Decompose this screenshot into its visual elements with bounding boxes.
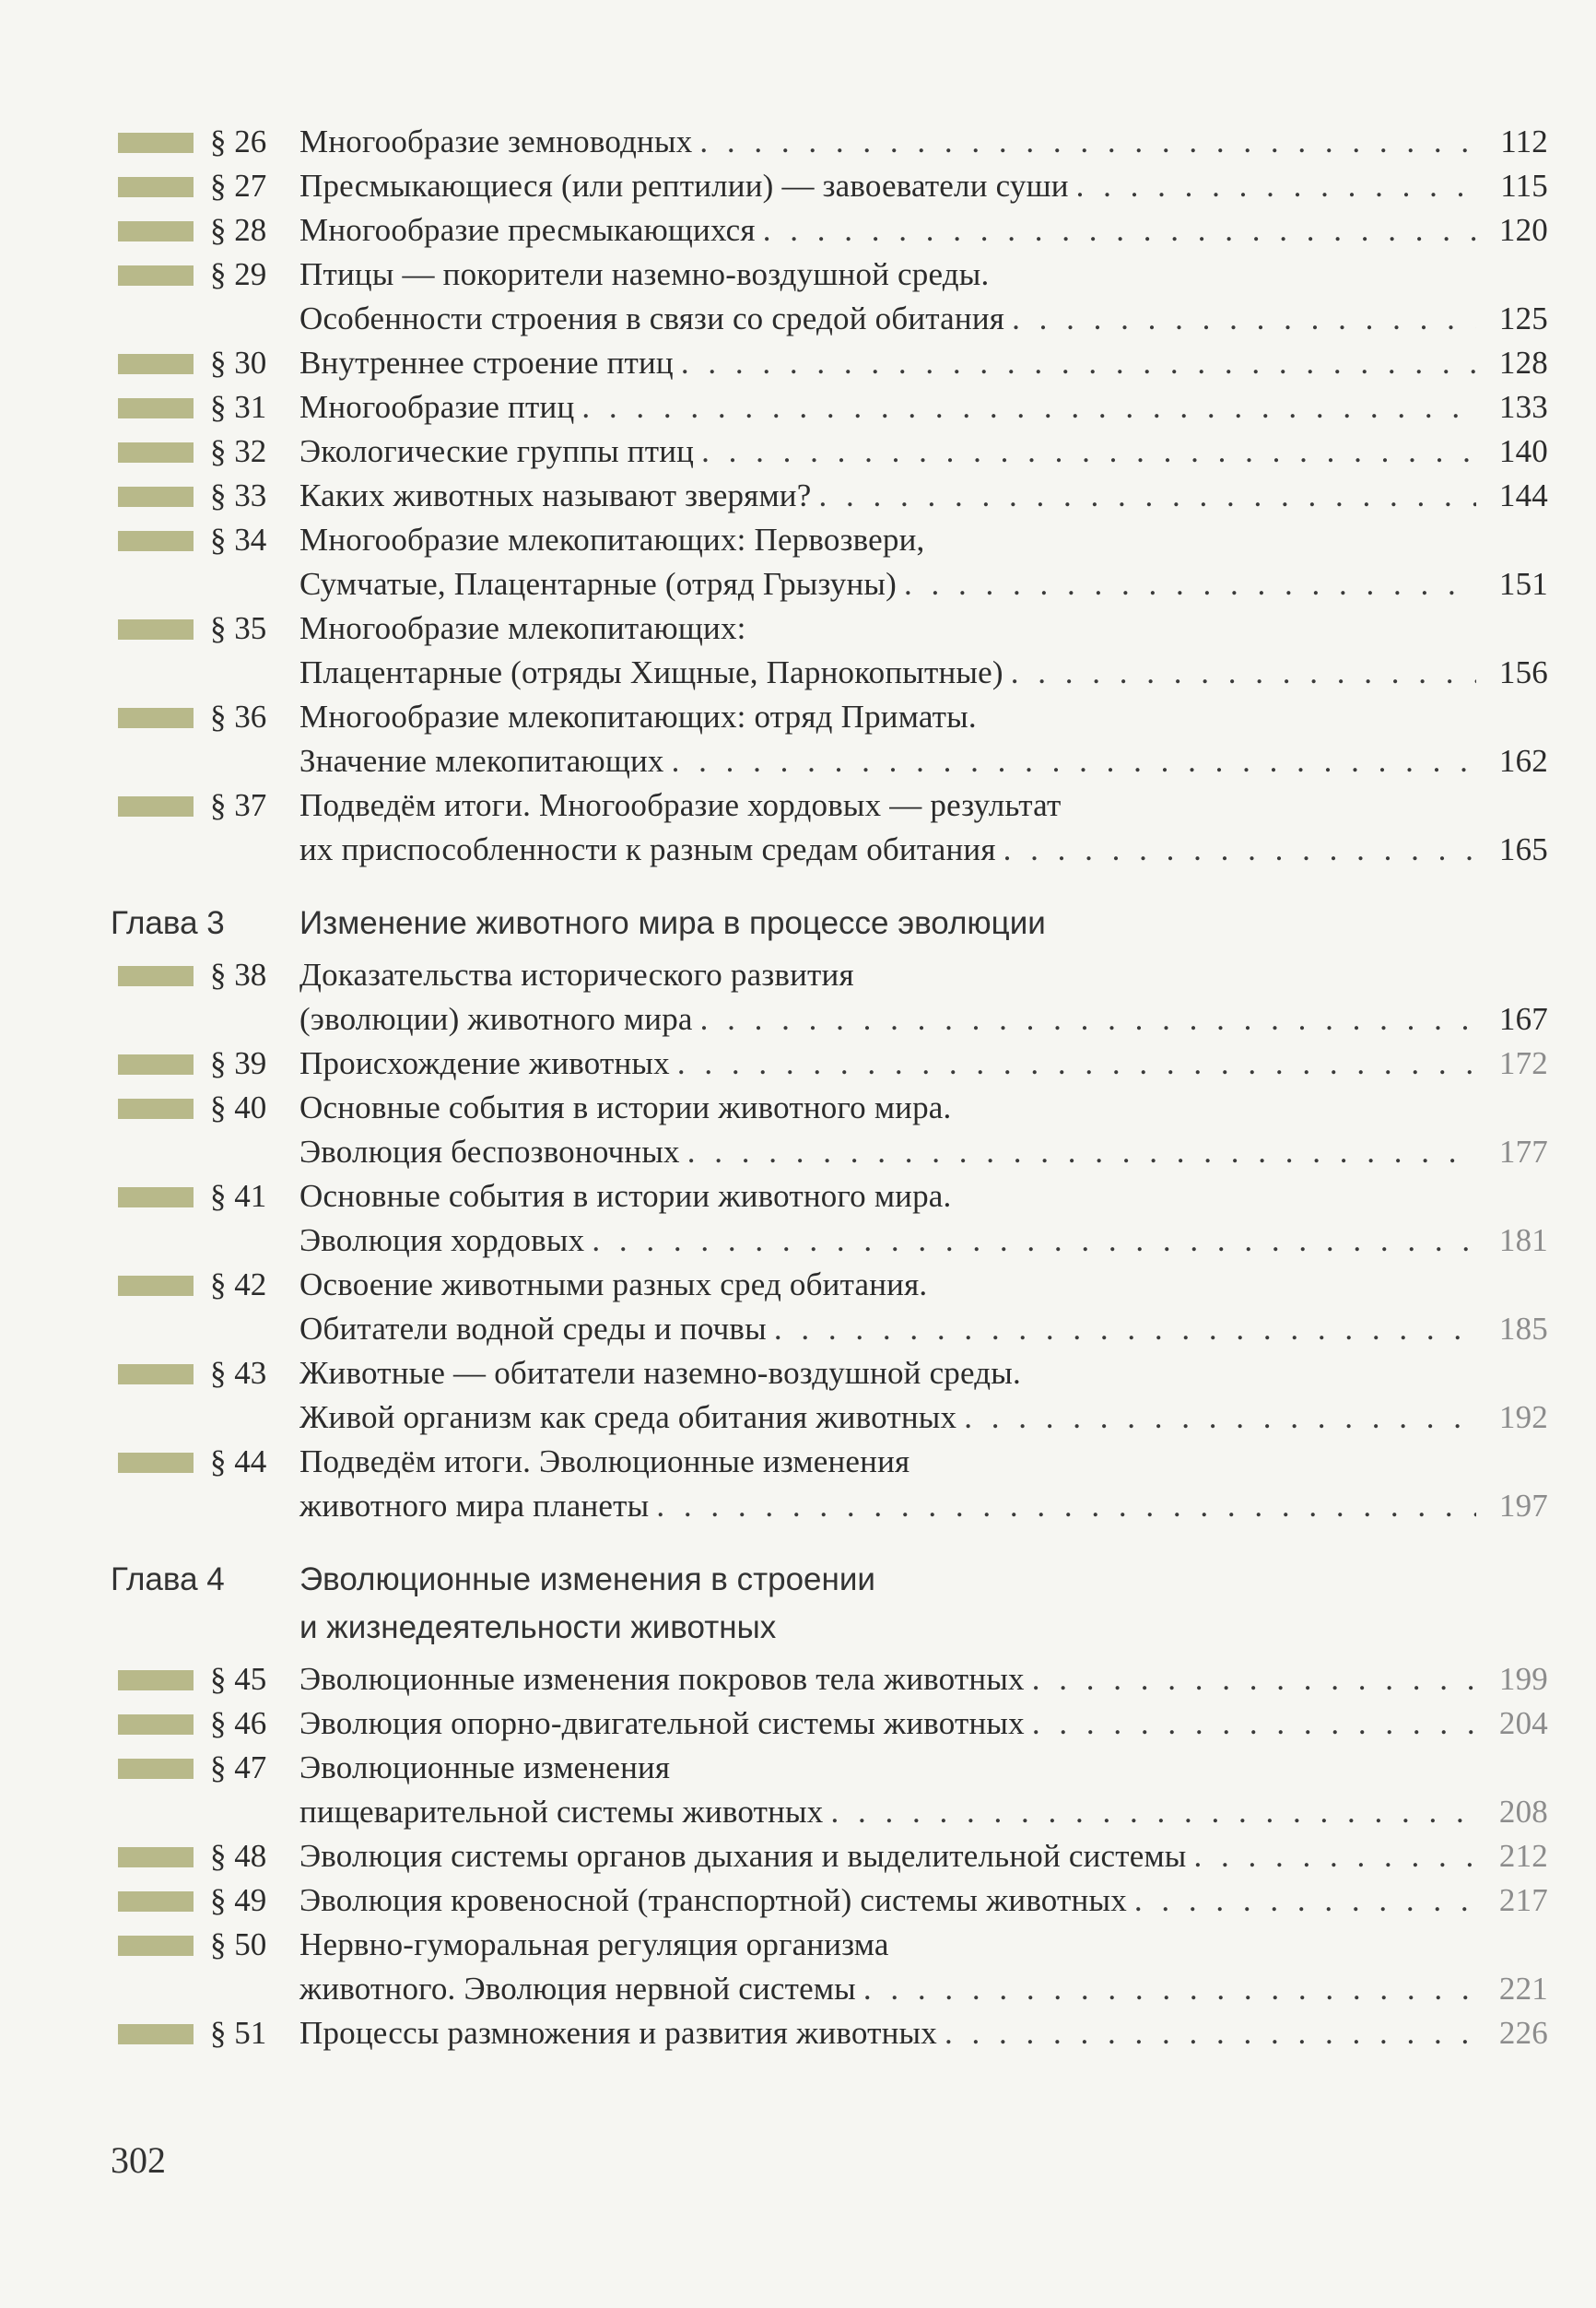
section-marker-bar (118, 265, 194, 286)
section-number: § 36 (210, 699, 267, 735)
page-reference: 208 (1498, 1794, 1548, 1830)
section-title: пищеварительной системы животных (299, 1794, 824, 1830)
section-number: § 42 (210, 1266, 267, 1302)
section-number: § 28 (210, 212, 267, 248)
page-reference: 140 (1498, 433, 1548, 469)
section-number: § 37 (210, 787, 267, 823)
section-number: § 29 (210, 256, 267, 292)
section-number: § 48 (210, 1838, 267, 1874)
dot-leader (699, 120, 1476, 164)
dot-leader (687, 1130, 1476, 1174)
toc-entry (111, 783, 1548, 872)
dot-leader (904, 562, 1476, 606)
section-number: § 26 (210, 124, 267, 159)
toc-entry (111, 341, 1548, 385)
section-marker-bar (118, 221, 194, 241)
section-marker-bar (118, 2024, 194, 2044)
toc-entry (111, 1440, 1548, 1528)
dot-leader (1003, 828, 1476, 872)
page-reference: 115 (1500, 168, 1548, 204)
page-reference: 144 (1498, 477, 1548, 513)
page-reference: 204 (1498, 1705, 1548, 1741)
section-title: Эволюционные изменения покровов тела животных (299, 1661, 1025, 1697)
page-number: 302 (111, 2139, 166, 2181)
dot-leader (656, 1484, 1476, 1528)
section-title: Основные события в истории животного мира. (299, 1089, 952, 1125)
section-title: Птицы — покорители наземно-воздушной среды. (299, 256, 990, 292)
section-number: § 34 (210, 522, 267, 558)
chapter-4-heading (111, 1556, 1548, 1652)
toc-entry (111, 430, 1548, 474)
toc-entry (111, 1923, 1548, 2011)
chapter-3-heading (111, 900, 1548, 948)
section-title: животного. Эволюция нервной системы (299, 1971, 856, 2007)
dot-leader (672, 739, 1476, 783)
section-marker-bar (118, 1936, 194, 1956)
page-reference: 212 (1498, 1838, 1548, 1874)
section-number: § 50 (210, 1926, 267, 1962)
toc-entry (111, 253, 1548, 341)
dot-leader (592, 1219, 1476, 1263)
chapter-4-title-line-1: Эволюционные изменения в строении (299, 1561, 875, 1597)
toc-entry (111, 518, 1548, 606)
toc-entry (111, 1746, 1548, 1834)
page-reference: 133 (1498, 389, 1548, 425)
section-title: Экологические группы птиц (299, 433, 695, 469)
toc-entry (111, 208, 1548, 253)
page-reference: 181 (1498, 1222, 1548, 1258)
section-marker-bar (118, 177, 194, 197)
page-reference: 156 (1498, 654, 1548, 690)
page-reference: 177 (1498, 1134, 1548, 1170)
toc-entry (111, 953, 1548, 1042)
toc-entry (111, 120, 1548, 164)
section-marker-bar (118, 442, 194, 463)
section-marker-bar (118, 1714, 194, 1735)
dot-leader (1011, 651, 1476, 695)
toc-entry (111, 606, 1548, 695)
dot-leader (677, 1042, 1476, 1086)
section-marker-bar (118, 1891, 194, 1912)
section-title: Эволюция системы органов дыхания и выделительной системы (299, 1838, 1187, 1874)
section-title: Особенности строения в связи со средой обитания (299, 300, 1005, 336)
dot-leader (1032, 1657, 1476, 1702)
toc-group-chapter-3 (111, 953, 1548, 1528)
page-reference: 151 (1498, 566, 1548, 602)
section-title: Значение млекопитающих (299, 743, 664, 779)
section-title: Нервно-гуморальная регуляция организма (299, 1926, 889, 1962)
section-number: § 43 (210, 1355, 267, 1391)
section-title: Внутреннее строение птиц (299, 345, 674, 381)
section-title: Освоение животными разных сред обитания. (299, 1266, 928, 1302)
section-title: Эволюция хордовых (299, 1222, 585, 1258)
section-title: Многообразие млекопитающих: отряд Приматы. (299, 699, 977, 735)
section-title: Процессы размножения и развития животных (299, 2015, 937, 2051)
section-marker-bar (118, 531, 194, 551)
section-title: Многообразие пресмыкающихся (299, 212, 756, 248)
section-title: Животные — обитатели наземно-воздушной среды. (299, 1355, 1021, 1391)
toc-entry (111, 164, 1548, 208)
section-title: Подведём итоги. Многообразие хордовых — результат (299, 787, 1062, 823)
section-title: (эволюции) животного мира (299, 1001, 693, 1037)
dot-leader (818, 474, 1476, 518)
dot-leader (1194, 1834, 1476, 1878)
toc-entry (111, 474, 1548, 518)
section-marker-bar (118, 1364, 194, 1384)
dot-leader (830, 1790, 1476, 1834)
section-title: Подведём итоги. Эволюционные изменения (299, 1443, 910, 1479)
section-title: Доказательства исторического развития (299, 957, 854, 993)
dot-leader (774, 1307, 1476, 1351)
page-reference: 185 (1498, 1311, 1548, 1347)
page-reference: 162 (1498, 743, 1548, 779)
section-title: Эволюция беспозвоночных (299, 1134, 680, 1170)
dot-leader (945, 2011, 1476, 2055)
section-number: § 31 (210, 389, 267, 425)
toc-entry (111, 1263, 1548, 1351)
dot-leader (581, 385, 1476, 430)
section-number: § 41 (210, 1178, 267, 1214)
dot-leader (681, 341, 1476, 385)
page-reference: 167 (1498, 1001, 1548, 1037)
toc-entry (111, 1702, 1548, 1746)
dot-leader (964, 1395, 1476, 1440)
section-number: § 44 (210, 1443, 267, 1479)
section-marker-bar (118, 1847, 194, 1867)
page-reference: 226 (1498, 2015, 1548, 2051)
section-number: § 46 (210, 1705, 267, 1741)
section-title: Плацентарные (отряды Хищные, Парнокопытные) (299, 654, 1003, 690)
chapter-4-title-line-2: и жизнедеятельности животных (299, 1609, 777, 1645)
toc-entry (111, 695, 1548, 783)
section-number: § 49 (210, 1882, 267, 1918)
section-marker-bar (118, 966, 194, 986)
section-title: Живой организм как среда обитания животных (299, 1399, 957, 1435)
section-number: § 40 (210, 1089, 267, 1125)
page-reference: 128 (1498, 345, 1548, 381)
section-title: животного мира планеты (299, 1488, 650, 1524)
toc-entry (111, 1878, 1548, 1923)
section-title: Многообразие земноводных (299, 124, 693, 159)
page-reference: 197 (1498, 1488, 1548, 1524)
page-reference: 217 (1498, 1882, 1548, 1918)
dot-leader (700, 997, 1476, 1042)
section-marker-bar (118, 1054, 194, 1075)
dot-leader (1012, 297, 1476, 341)
dot-leader (701, 430, 1476, 474)
page-reference: 199 (1498, 1661, 1548, 1697)
section-title: Сумчатые, Плацентарные (отряд Грызуны) (299, 566, 898, 602)
section-number: § 30 (210, 345, 267, 381)
table-of-contents (111, 120, 1548, 2055)
section-number: § 35 (210, 610, 267, 646)
section-marker-bar (118, 1099, 194, 1119)
chapter-3-title: Изменение животного мира в процессе эволюции (299, 905, 1046, 941)
section-marker-bar (118, 354, 194, 374)
toc-group-chapter-4 (111, 1657, 1548, 2055)
toc-entry (111, 1086, 1548, 1174)
toc-entry (111, 1042, 1548, 1086)
toc-entry (111, 1351, 1548, 1440)
toc-entry (111, 1834, 1548, 1878)
section-marker-bar (118, 133, 194, 153)
toc-group-chapter-2 (111, 120, 1548, 872)
section-title: Основные события в истории животного мира. (299, 1178, 952, 1214)
chapter-3-label: Глава 3 (111, 905, 225, 941)
section-title: Пресмыкающиеся (или рептилии) — завоеватели суши (299, 168, 1069, 204)
section-title: Эволюция опорно-двигательной системы животных (299, 1705, 1025, 1741)
dot-leader (863, 1967, 1476, 2011)
page-reference: 125 (1498, 300, 1548, 336)
page-reference: 112 (1500, 124, 1548, 159)
section-marker-bar (118, 1670, 194, 1690)
section-marker-bar (118, 796, 194, 817)
section-title: Эволюционные изменения (299, 1749, 671, 1785)
page-reference: 165 (1498, 831, 1548, 867)
section-marker-bar (118, 1453, 194, 1473)
toc-entry (111, 385, 1548, 430)
section-number: § 51 (210, 2015, 267, 2051)
dot-leader (1076, 164, 1476, 208)
dot-leader (1032, 1702, 1476, 1746)
section-title: их приспособленности к разным средам обитания (299, 831, 996, 867)
section-marker-bar (118, 1759, 194, 1779)
page-reference: 192 (1498, 1399, 1548, 1435)
section-number: § 33 (210, 477, 267, 513)
section-title: Эволюция кровеносной (транспортной) системы животных (299, 1882, 1127, 1918)
section-title: Происхождение животных (299, 1045, 670, 1081)
section-title: Многообразие птиц (299, 389, 575, 425)
section-number: § 27 (210, 168, 267, 204)
toc-entry (111, 1174, 1548, 1263)
toc-entry (111, 1657, 1548, 1702)
page-reference: 221 (1498, 1971, 1548, 2007)
section-marker-bar (118, 398, 194, 418)
section-marker-bar (118, 487, 194, 507)
section-marker-bar (118, 1276, 194, 1296)
chapter-4-label: Глава 4 (111, 1561, 225, 1597)
section-number: § 39 (210, 1045, 267, 1081)
page-reference: 172 (1498, 1045, 1548, 1081)
section-number: § 38 (210, 957, 267, 993)
page-reference: 120 (1498, 212, 1548, 248)
section-title: Каких животных называют зверями? (299, 477, 812, 513)
section-number: § 32 (210, 433, 267, 469)
section-marker-bar (118, 708, 194, 728)
section-title: Многообразие млекопитающих: (299, 610, 746, 646)
toc-entry (111, 2011, 1548, 2055)
section-marker-bar (118, 1187, 194, 1207)
dot-leader (1134, 1878, 1476, 1923)
section-number: § 45 (210, 1661, 267, 1697)
section-number: § 47 (210, 1749, 267, 1785)
section-title: Многообразие млекопитающих: Первозвери, (299, 522, 925, 558)
section-title: Обитатели водной среды и почвы (299, 1311, 767, 1347)
section-marker-bar (118, 619, 194, 640)
dot-leader (763, 208, 1476, 253)
